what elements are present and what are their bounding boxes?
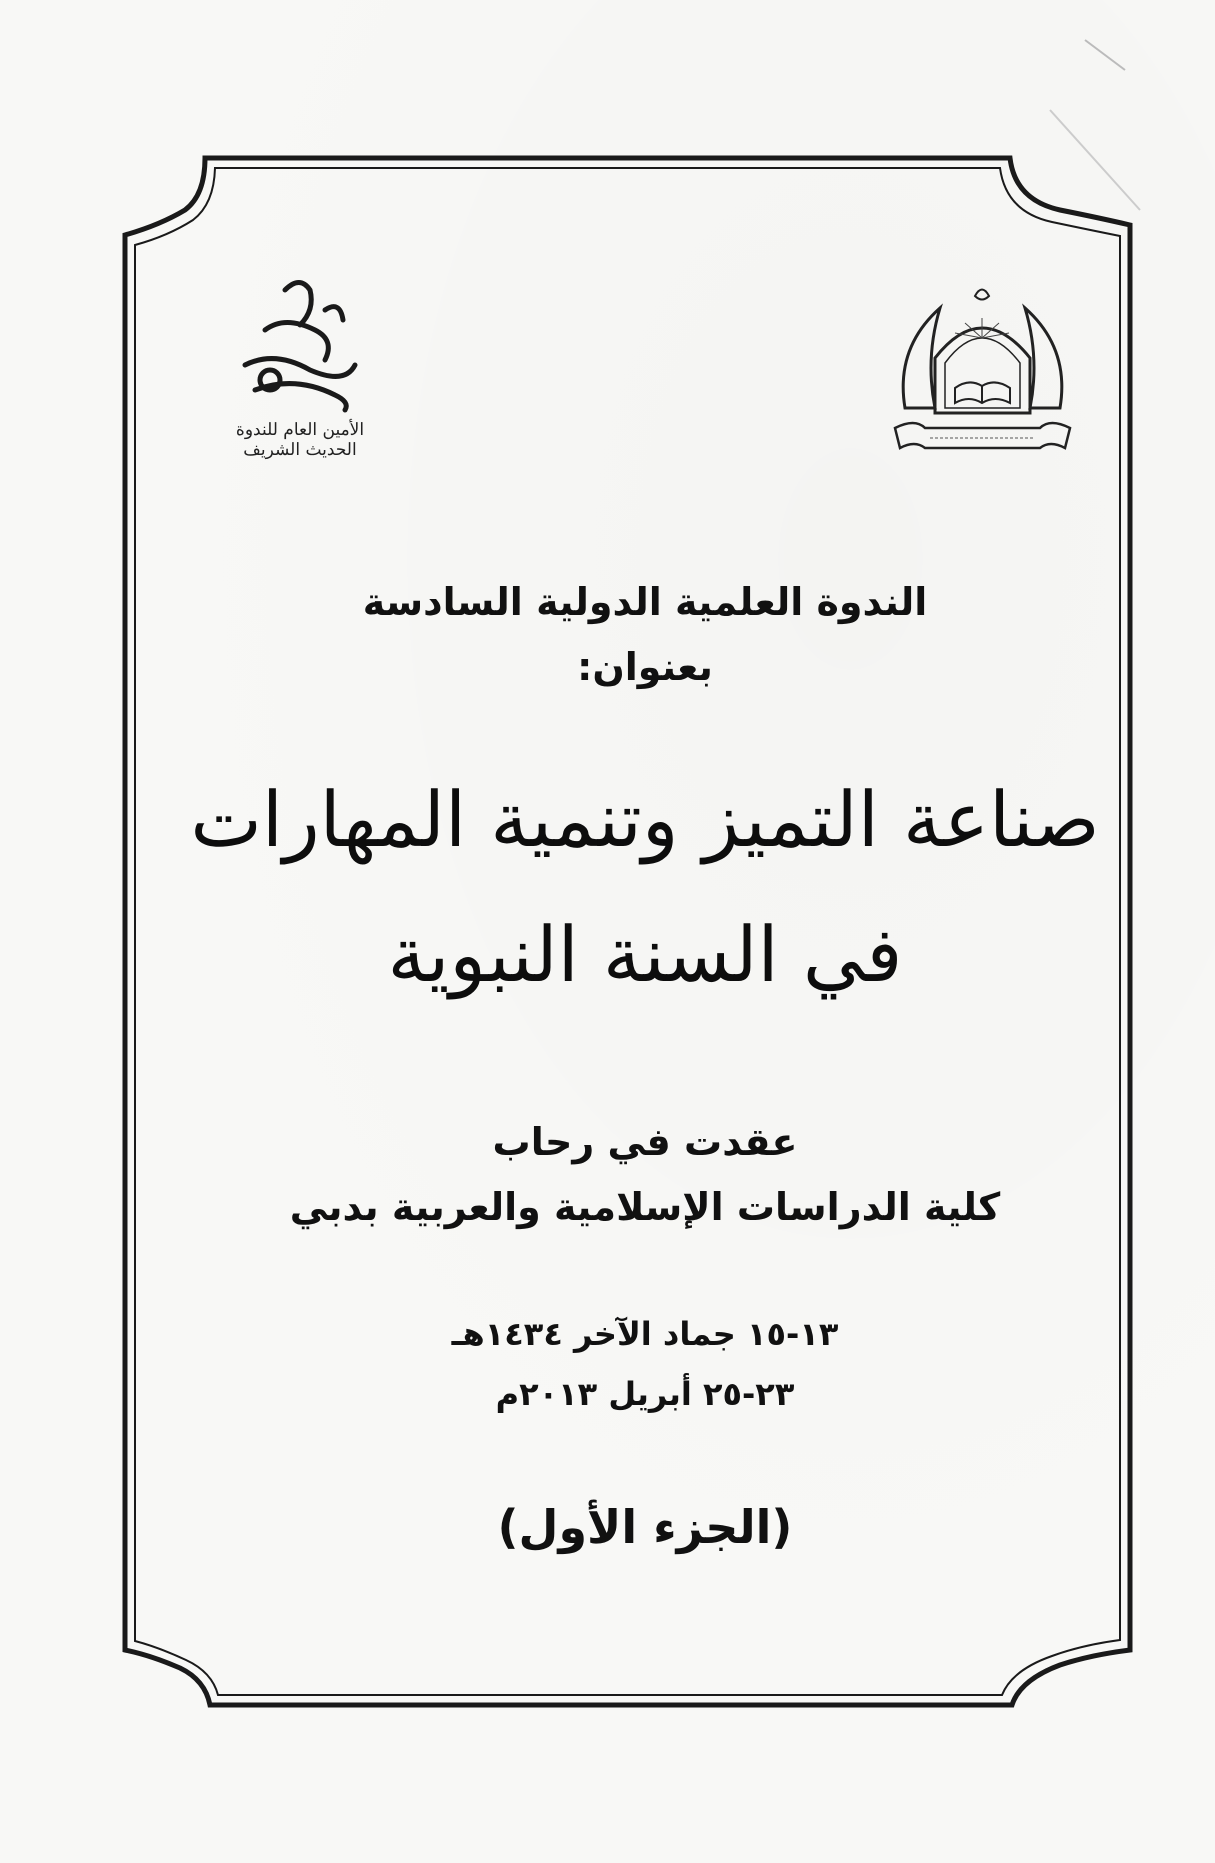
scan-mark: [1085, 40, 1125, 70]
main-title-line-1: صناعة التميز وتنمية المهارات: [190, 775, 1100, 864]
emblem-caption-2: الحديث الشريف: [243, 440, 357, 460]
calligraphy-emblem: [225, 270, 375, 480]
college-emblem: [885, 278, 1080, 478]
hijri-date: ١٣-١٥ جماد الآخر ١٤٣٤هـ: [451, 1315, 839, 1353]
emblem-caption-1: الأمين العام للندوة: [235, 420, 365, 440]
prophet-calligraphy-logo: [225, 270, 375, 420]
host-institution: كلية الدراسات الإسلامية والعربية بدبي: [289, 1185, 1001, 1229]
scan-mark: [1050, 110, 1140, 210]
main-title-line-2: في السنة النبوية: [387, 910, 903, 999]
titled-label: بعنوان:: [577, 645, 713, 689]
conference-title: الندوة العلمية الدولية السادسة: [362, 580, 928, 624]
gregorian-date: ٢٣-٢٥ أبريل ٢٠١٣م: [495, 1375, 795, 1413]
cover-content: [150, 200, 1140, 1660]
held-at-label: عقدت في رحاب: [492, 1120, 798, 1164]
college-emblem-icon: [885, 278, 1080, 478]
volume-label: (الجزء الأول): [497, 1500, 793, 1554]
